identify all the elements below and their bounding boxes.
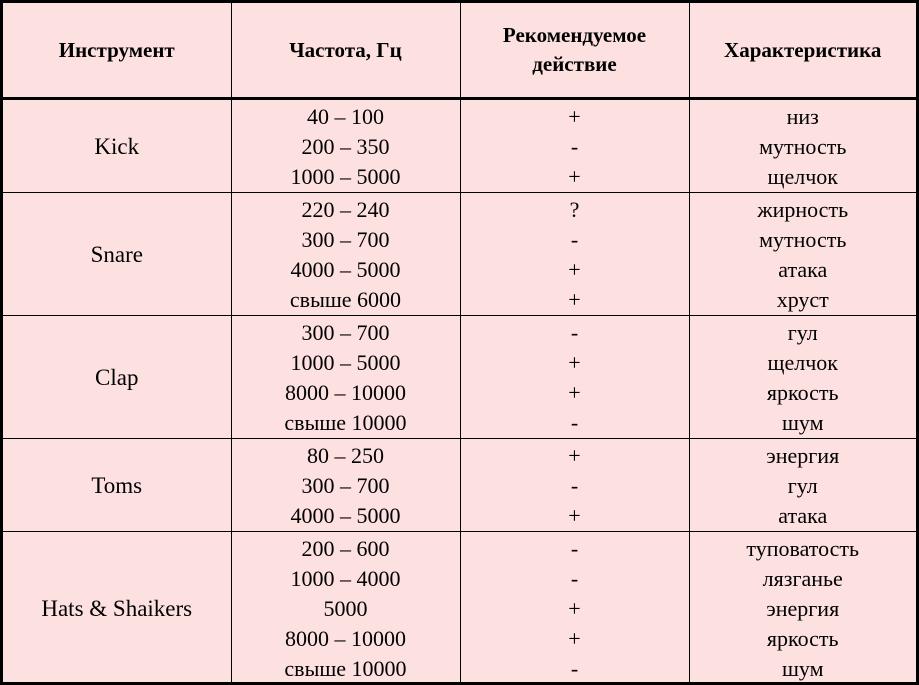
- action-cell: +: [460, 285, 689, 316]
- table-row: [3, 439, 916, 472]
- header-characteristic: Характеристика: [689, 3, 916, 99]
- action-cell: +: [460, 162, 689, 193]
- frequency-cell: 1000 – 5000: [231, 348, 460, 378]
- characteristic-cell: мутность: [689, 132, 916, 162]
- frequency-cell: 220 – 240: [231, 193, 460, 226]
- characteristic-cell: низ: [689, 99, 916, 133]
- frequency-table: [3, 3, 916, 685]
- characteristic-cell: энергия: [689, 439, 916, 472]
- characteristic-cell: шум: [689, 654, 916, 685]
- frequency-cell: 8000 – 10000: [231, 624, 460, 654]
- characteristic-cell: шум: [689, 408, 916, 439]
- action-cell: +: [460, 624, 689, 654]
- action-cell: -: [460, 471, 689, 501]
- frequency-cell: 8000 – 10000: [231, 378, 460, 408]
- frequency-cell: 4000 – 5000: [231, 255, 460, 285]
- action-cell: +: [460, 439, 689, 472]
- action-cell: +: [460, 594, 689, 624]
- instrument-cell: Kick: [3, 99, 231, 193]
- characteristic-cell: щелчок: [689, 162, 916, 193]
- frequency-cell: 300 – 700: [231, 316, 460, 349]
- header-frequency: Частота, Гц: [231, 3, 460, 99]
- table-header: [3, 3, 916, 99]
- header-action-line1: Рекомендуемое: [502, 23, 647, 47]
- characteristic-cell: туповатость: [689, 532, 916, 565]
- action-cell: -: [460, 132, 689, 162]
- frequency-cell: 4000 – 5000: [231, 501, 460, 532]
- action-cell: -: [460, 654, 689, 685]
- frequency-cell: свыше 10000: [231, 408, 460, 439]
- frequency-cell: 40 – 100: [231, 99, 460, 133]
- instrument-cell: Hats & Shaikers: [3, 532, 231, 685]
- action-cell: +: [460, 501, 689, 532]
- characteristic-cell: энергия: [689, 594, 916, 624]
- action-cell: +: [460, 378, 689, 408]
- action-cell: -: [460, 225, 689, 255]
- characteristic-cell: жирность: [689, 193, 916, 226]
- frequency-cell: 200 – 600: [231, 532, 460, 565]
- characteristic-cell: лязганье: [689, 564, 916, 594]
- action-cell: -: [460, 316, 689, 349]
- header-row: [3, 3, 916, 99]
- table-row: [3, 99, 916, 133]
- frequency-cell: 1000 – 5000: [231, 162, 460, 193]
- header-action-line2: действие: [532, 52, 617, 76]
- frequency-cell: 300 – 700: [231, 225, 460, 255]
- frequency-cell: 1000 – 4000: [231, 564, 460, 594]
- characteristic-cell: атака: [689, 255, 916, 285]
- action-cell: +: [460, 99, 689, 133]
- characteristic-cell: яркость: [689, 624, 916, 654]
- action-cell: +: [460, 255, 689, 285]
- table-row: [3, 532, 916, 565]
- frequency-cell: 300 – 700: [231, 471, 460, 501]
- header-recommended-action: [460, 3, 689, 99]
- characteristic-cell: гул: [689, 471, 916, 501]
- frequency-cell: 80 – 250: [231, 439, 460, 472]
- characteristic-cell: гул: [689, 316, 916, 349]
- instrument-cell: Clap: [3, 316, 231, 439]
- action-cell: -: [460, 532, 689, 565]
- action-cell: -: [460, 564, 689, 594]
- characteristic-cell: яркость: [689, 378, 916, 408]
- frequency-cell: свыше 10000: [231, 654, 460, 685]
- frequency-cell: свыше 6000: [231, 285, 460, 316]
- frequency-cell: 200 – 350: [231, 132, 460, 162]
- instrument-cell: Toms: [3, 439, 231, 532]
- characteristic-cell: щелчок: [689, 348, 916, 378]
- table-row: [3, 193, 916, 226]
- instrument-cell: Snare: [3, 193, 231, 316]
- characteristic-cell: атака: [689, 501, 916, 532]
- table-body: [3, 99, 916, 685]
- characteristic-cell: хруст: [689, 285, 916, 316]
- frequency-cell: 5000: [231, 594, 460, 624]
- action-cell: +: [460, 348, 689, 378]
- table-row: [3, 316, 916, 349]
- action-cell: ?: [460, 193, 689, 226]
- header-instrument: Инструмент: [3, 3, 231, 99]
- characteristic-cell: мутность: [689, 225, 916, 255]
- action-cell: -: [460, 408, 689, 439]
